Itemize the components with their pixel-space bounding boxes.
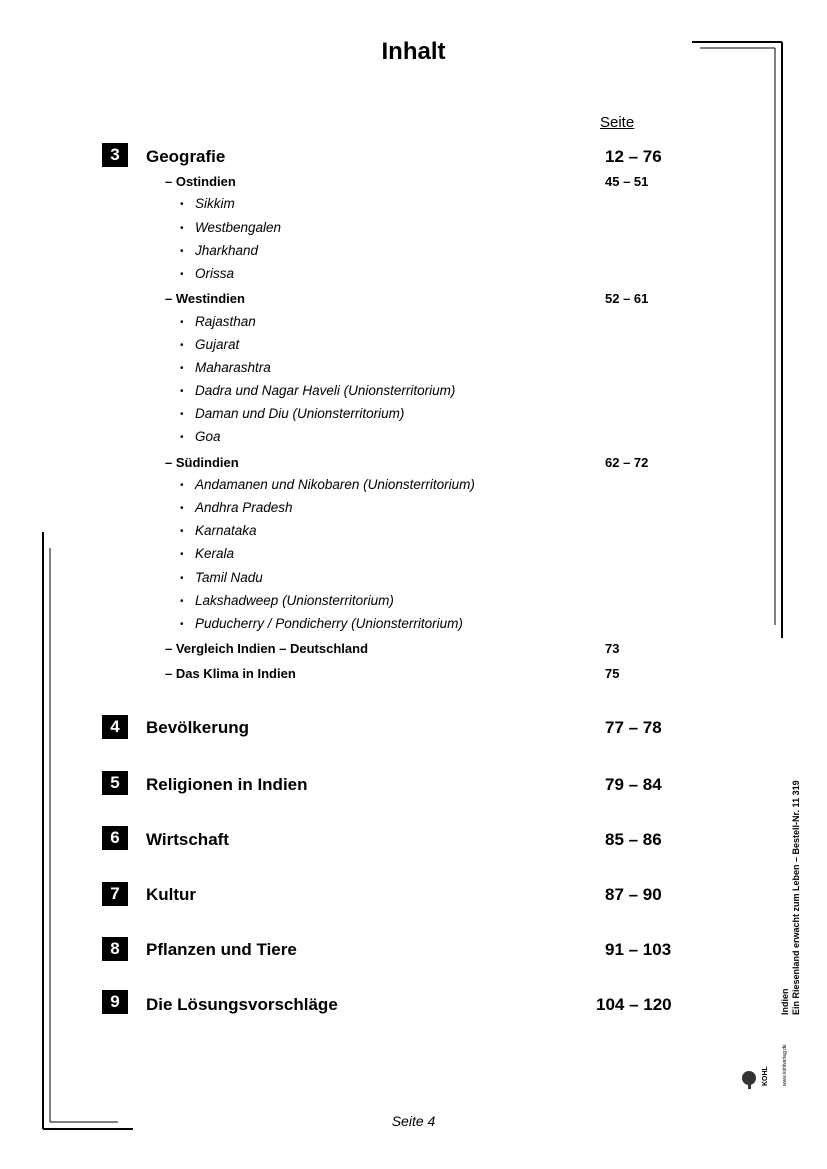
list-item: • Gujarat — [180, 337, 240, 352]
product-info-vertical — [780, 780, 802, 1015]
page-column-header: Seite — [600, 114, 635, 131]
section-pages: 52 – 61 — [605, 291, 649, 306]
chapter-title: Geografie — [146, 147, 226, 166]
chapter-number-badge: 6 — [102, 826, 128, 850]
chapter-title: Die Lösungsvorschläge — [146, 995, 338, 1014]
list-item: • Orissa — [180, 266, 235, 281]
list-item: • Karnataka — [180, 523, 257, 538]
section-pages: 75 — [605, 666, 620, 681]
chapter-number-badge: 8 — [102, 937, 128, 961]
section-title: – Vergleich Indien – Deutschland — [165, 641, 369, 656]
chapter-pages: 77 – 78 — [605, 718, 662, 737]
list-item: • Andamanen und Nikobaren (Unionsterritorium) — [180, 477, 475, 492]
section-title: – Südindien — [165, 455, 239, 470]
chapter-pages: 79 – 84 — [605, 775, 662, 794]
product-title: Indien — [780, 988, 790, 1015]
chapter-pages: 91 – 103 — [605, 940, 672, 959]
chapter-pages: 104 – 120 — [596, 995, 672, 1014]
list-item: • Puducherry / Pondicherry (Unionsterritorium) — [180, 616, 463, 631]
chapter-number-badge: 4 — [102, 715, 128, 739]
chapter-number-badge: 9 — [102, 990, 128, 1014]
publisher-url: www.kohlverlag.de — [782, 1044, 788, 1086]
list-item: • Westbengalen — [180, 220, 282, 235]
section-pages: 62 – 72 — [605, 455, 649, 470]
section-pages: 73 — [605, 641, 620, 656]
list-item: • Tamil Nadu — [180, 570, 263, 585]
publisher-name: KOHL — [762, 1066, 769, 1086]
chapter-pages: 85 – 86 — [605, 830, 662, 849]
chapter-title: Wirtschaft — [146, 830, 229, 849]
page-title: Inhalt — [381, 38, 446, 65]
list-item: • Jharkhand — [180, 243, 259, 258]
list-item: • Daman und Diu (Unionsterritorium) — [180, 406, 405, 421]
chapter-number-badge: 5 — [102, 771, 128, 795]
page-footer: Seite 4 — [391, 1113, 436, 1129]
list-item: • Lakshadweep (Unionsterritorium) — [180, 593, 394, 608]
list-item: • Andhra Pradesh — [180, 500, 293, 515]
list-item: • Dadra und Nagar Haveli (Unionsterritorium) — [180, 383, 456, 398]
product-subtitle: Ein Riesenland erwacht zum Leben – Bestell-Nr. 11 319 — [791, 780, 801, 1015]
section-title: – Westindien — [165, 291, 245, 306]
chapter-pages: 87 – 90 — [605, 885, 662, 904]
list-item: • Rajasthan — [180, 314, 256, 329]
chapter-title: Kultur — [146, 885, 197, 904]
section-title: – Ostindien — [165, 174, 236, 189]
list-item: • Maharashtra — [180, 360, 271, 375]
list-item: • Kerala — [180, 546, 235, 561]
chapter-title: Bevölkerung — [146, 718, 249, 737]
section-pages: 45 – 51 — [605, 174, 649, 189]
chapter-pages: 12 – 76 — [605, 147, 662, 166]
chapter-title: Religionen in Indien — [146, 775, 308, 794]
list-item: • Sikkim — [180, 196, 235, 211]
chapter-number-badge: 3 — [102, 143, 128, 167]
list-item: • Goa — [180, 429, 221, 444]
section-title: – Das Klima in Indien — [165, 666, 296, 681]
chapter-title: Pflanzen und Tiere — [146, 940, 297, 959]
chapter-number-badge: 7 — [102, 882, 128, 906]
publisher-logo — [740, 1020, 790, 1090]
